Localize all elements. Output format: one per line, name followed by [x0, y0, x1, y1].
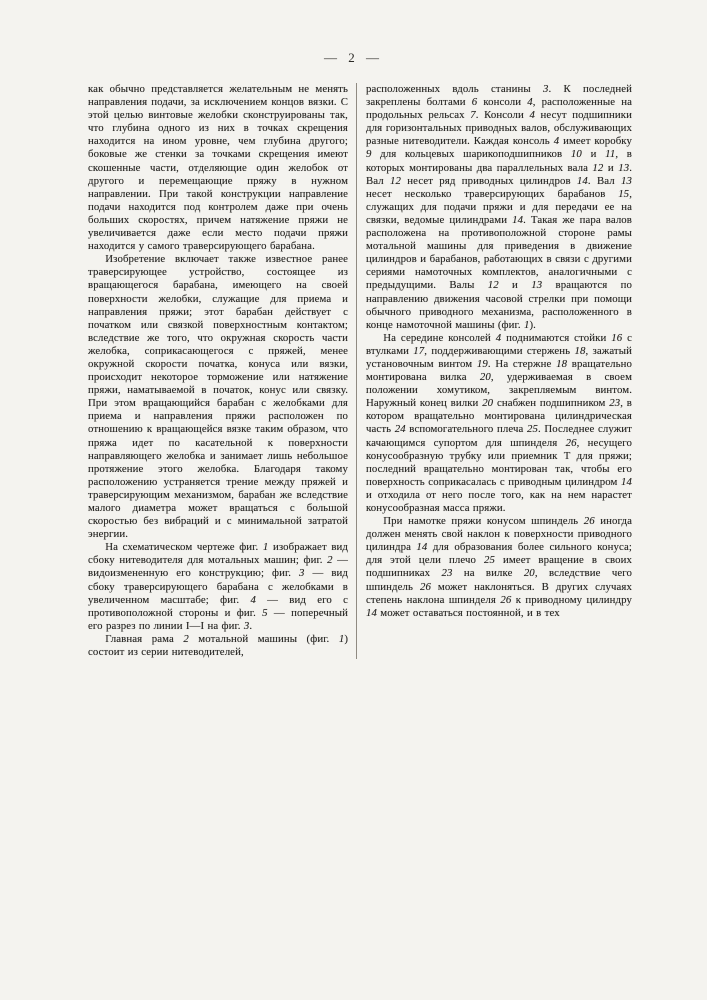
left-column [88, 83, 356, 659]
paragraph: Изобретение включает также известное ранее траверсирующее устройство, состоящее из вращающегося барабана, имеющего на своей поверхности желобки, служащие для приема и направления пряжи; этот барабан действует с початком или связкой поверхностным контактом; вследствие же того, что окружная скорость части желобка, соприкасающегося с пряжей, менее окружной скорости початка, конуса или вязки, происходит некоторое торможение или натяжение пряжи, наматываемой в початок, конус или связку. При этом вращающийся барабан с желобками для приема и направления пряжи расположен по отношению к вращающейся вязке таким образом, что пряжа идет по касательной к поверхности направляющего желобка и занимает лишь небольшое протяжение этого желобка. Благодаря такому расположению устраняется трение между пряжей и траверсирующим механизмом, барабан же вследствие малого диаметра может вращаться с большой скоростью без вибраций и с минимальной затратой энергии. [88, 253, 348, 541]
paragraph: расположенных вдоль станины 3. К последней закреплены болтами 6 консоли 4, расположенные на продольных рельсах 7. Консоли 4 несут подшипники для горизонтальных приводных валов, обслуживающих разные нитеводители. Каждая консоль 4 имеет коробку 9 для кольцевых шарикоподшипников 10 и 11, в которых монтированы два параллельных вала 12 и 13. Вал 12 несет ряд приводных цилиндров 14. Вал 13 несет несколько траверсирующих барабанов 15, служащих для подачи пряжи и для передачи ее на связки, ведомые цилиндрами 14. Такая же пара валов расположена на противоположной стороне рамы мотальной машины для приведения в движение цилиндров и барабанов, работающих в связи с другими сериями намоточных комплектов, аналогичными с предыдущими. Валы 12 и 13 вращаются по направлению движения часовой стрелки при помощи обычного приводного механизма, расположенного в конце намоточной машины (фиг. 1). [366, 83, 633, 331]
paragraph: При намотке пряжи конусом шпиндель 26 иногда должен менять свой наклон к поверхности приводного цилиндра 14 для образования более сильного конуса; для этой цели плечо 25 имеет вращение в своих подшипниках 23 на вилке 20, вследствие чего шпиндель 26 может наклоняться. В других случаях степень наклона шпинделя 26 к приводному цилиндру 14 может оставаться постоянной, и в тех [366, 515, 632, 619]
paragraph: На схематическом чертеже фиг. 1 изображает вид сбоку нитеводителя для мотальных машин; фиг. 2 — видоизмененную его конструкцию; фиг. 3 — вид сбоку траверсирующего барабана с желобками в увеличенном масштабе; фиг. 4 — вид его с противоположной стороны и фиг. 5 — поперечный его разрез по линии I—I на фиг. 3. [88, 541, 349, 632]
paragraph: На середине консолей 4 поднимаются стойки 16 с втулками 17, поддерживающими стержень 18, зажатый установочным винтом 19. На стержне 18 вращательно монтирована вилка 20, удерживаемая в своем положении хомутиком, закрепляемым винтом. Наружный конец вилки 20 снабжен подшипником 23, в котором вращательно монтирована цилиндрическая часть 24 вспомогательного плеча 25. Последнее служит качающимся супортом для шпинделя 26, несущего конусообразную трубку или приемник Т для пряжи; последний вращательно монтирован так, чтобы его поверхность соприкасалась с приводным цилиндром 14 и отходила от него после того, как на нем нарастет конусообразная масса пряжи. [366, 331, 633, 514]
paragraph: как обычно представляется желательным не менять направления подачи, за исключением концов вязки. С этой целью винтовые желобки сконструированы так, что глубина одного из них в точках скрещения находится на ином уровне, чем глубина другого; боковые же стенки за точками скрещения имеют скошенные части, отделяющие один желобок от другого и перемещающие пряжу в нужном направлении. При такой конструкции направление подачи находится под контролем даже при очень больших скоростях, причем натяжение пряжи не увеличивается даже если место подачи пряжи находится у самого траверсирующего барабана. [88, 83, 348, 253]
right-column [356, 83, 632, 659]
page-number: — 2 — [324, 50, 383, 65]
text-columns [88, 83, 640, 659]
paragraph: Главная рама 2 мотальной машины (фиг. 1) состоит из серии нитеводителей, [88, 632, 349, 659]
